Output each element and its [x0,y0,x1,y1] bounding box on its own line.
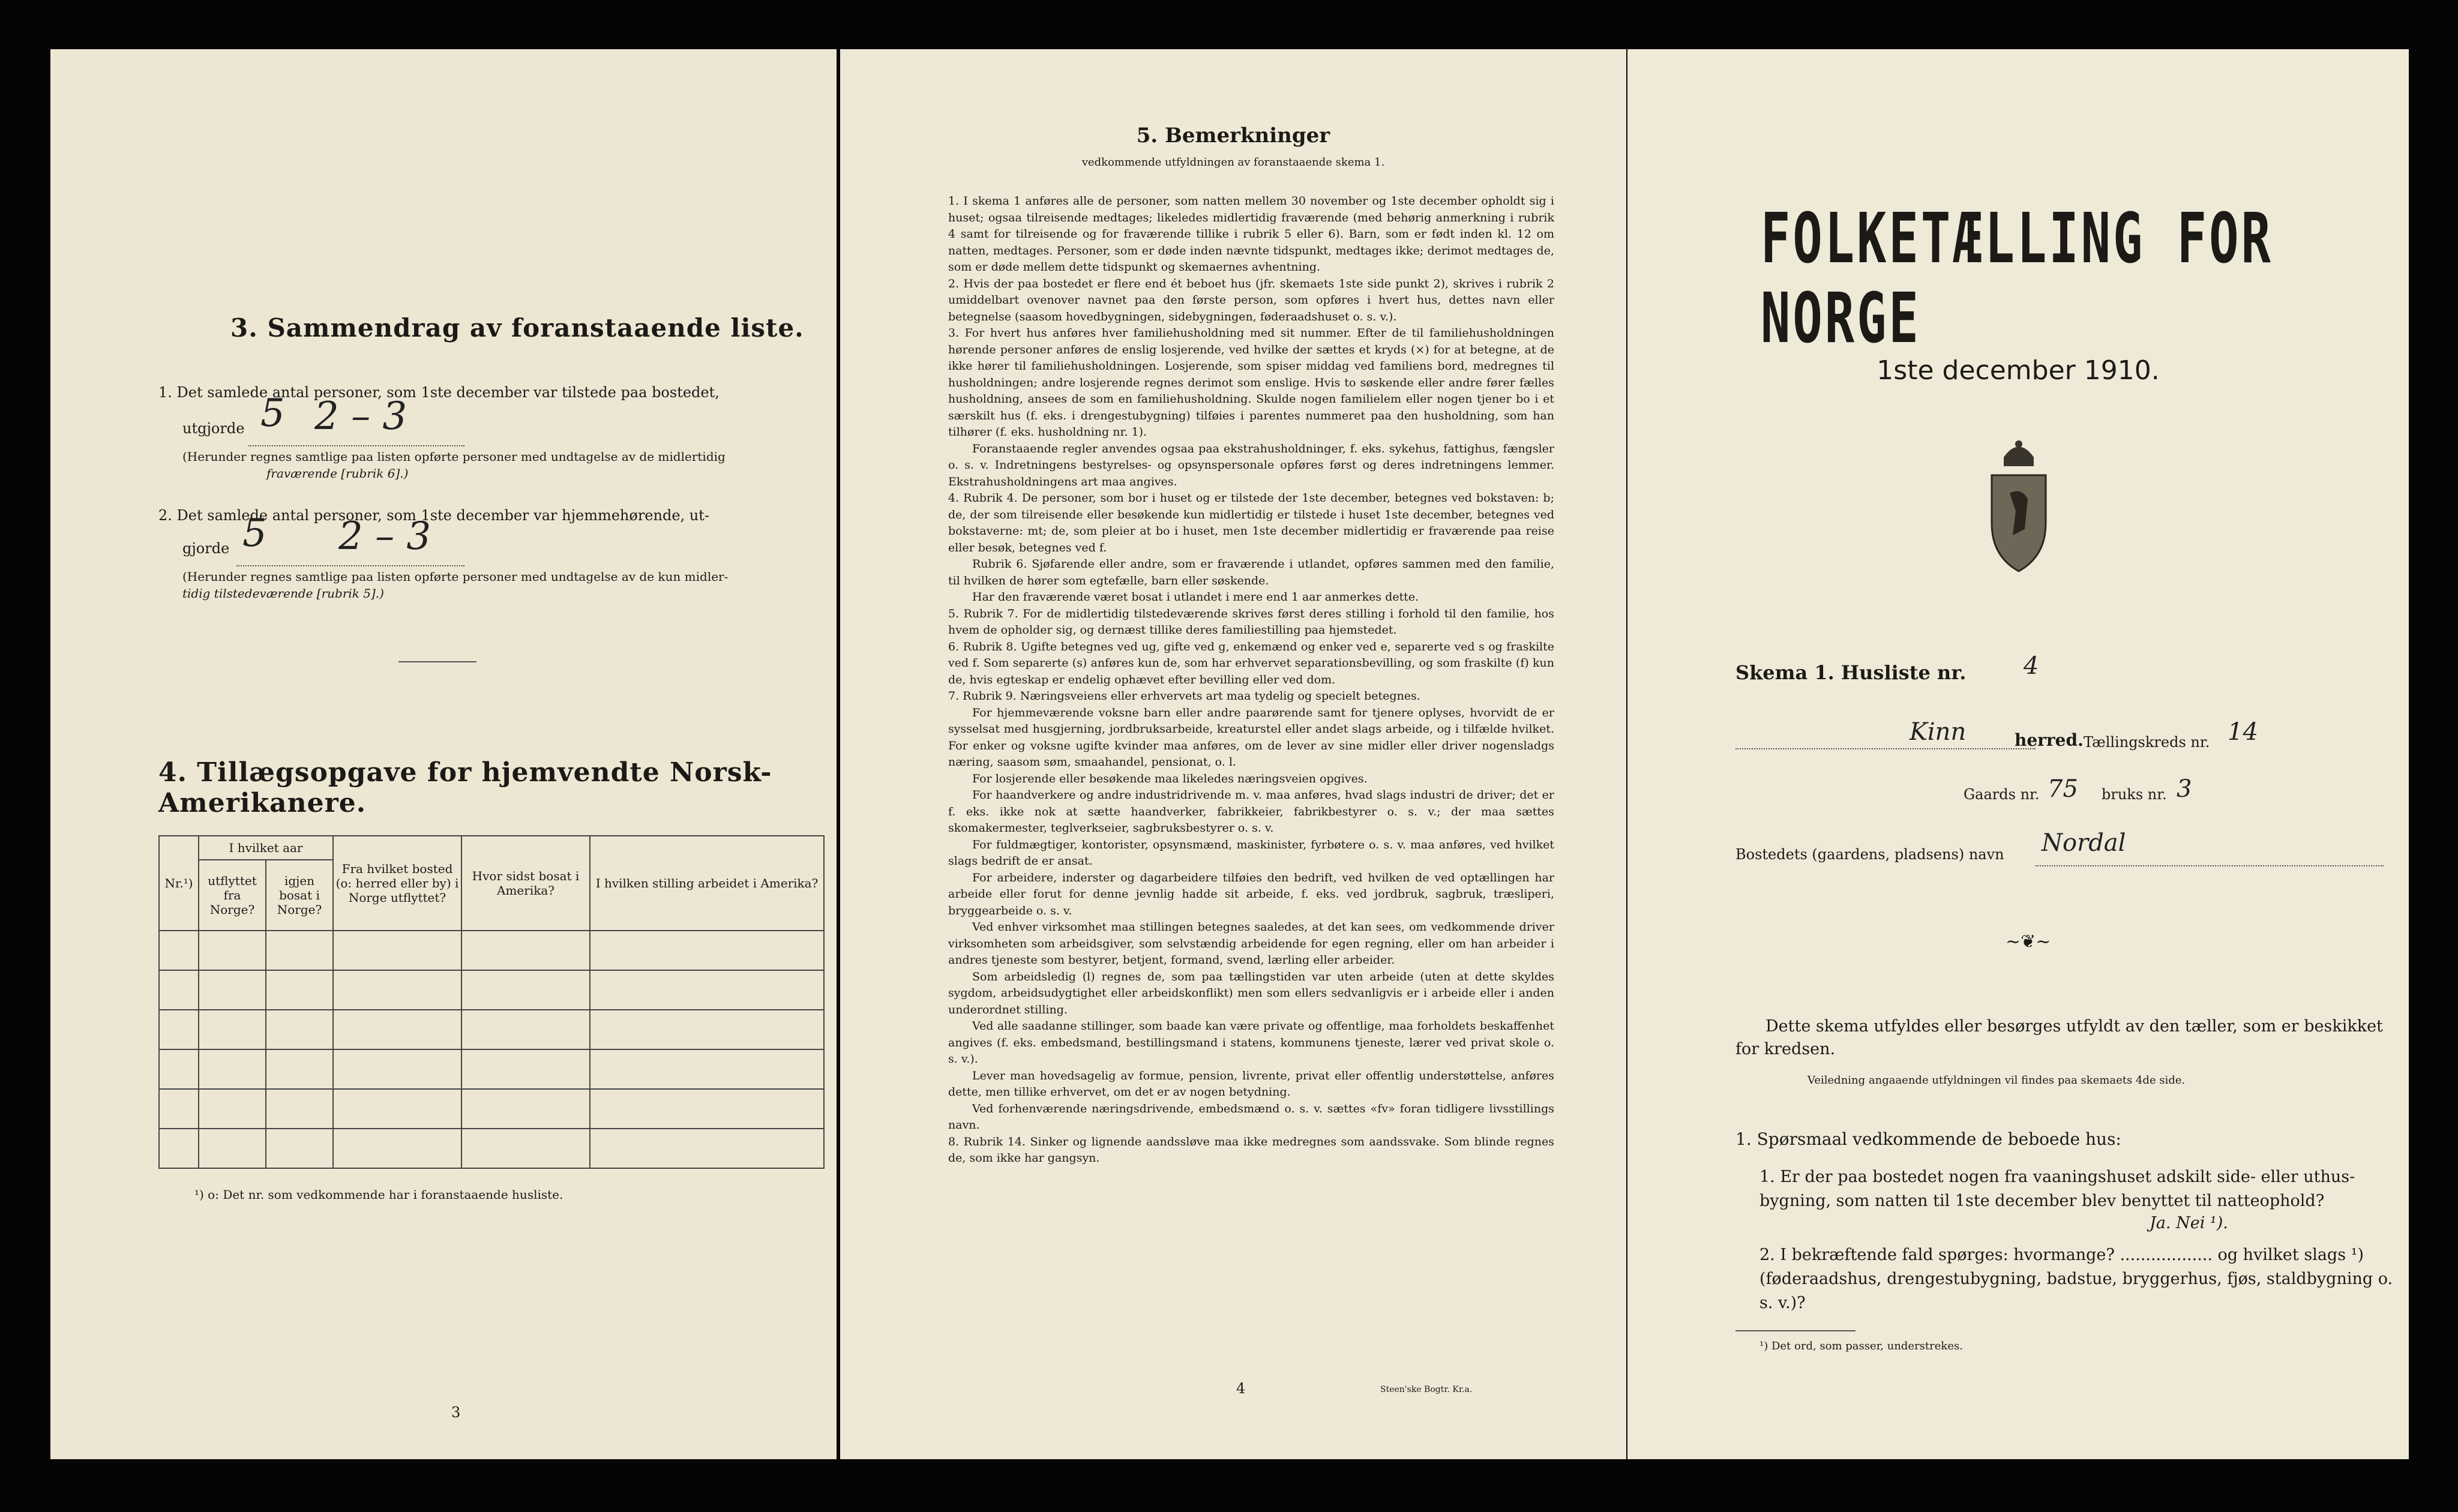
question-heading: 1. Spørsmaal vedkommende de beboede hus: [1735,1129,2121,1149]
table-row [159,931,824,970]
item1-value: 5 [260,391,285,436]
item2-gjorde-label: gjorde [182,540,230,557]
herred-label: herred. [2015,730,2084,750]
remarks-title: 5. Bemerkninger [1136,124,1330,148]
remark-paragraph: Ved forhenværende næringsdrivende, embedsmænd o. s. v. sættes «fv» foran tidligere livsstillings navn. [948,1102,1554,1132]
middle-page [840,49,1626,1459]
remark-paragraph: 8. Rubrik 14. Sinker og lignende aandssløve maa ikke medregnes som aandssvake. Som blinde regnes de, som ikke har gangsyn. [948,1135,1554,1165]
item2-text: 2. Det samlede antal personer, som 1ste december var hjemmehørende, ut- [158,507,709,524]
remark-paragraph: For haandverkere og andre industridrivende m. v. maa anføres, hvad slags industri de driver; det er f. eks. ikke nok at sætte haandverker, fabrikkeier, fabrikbestyrer o. s. v.; der maa sættes skomakermester, teglverkseier, sagbruksbestyrer o. s. v. [948,788,1554,835]
table-row [159,970,824,1010]
remark-paragraph: For arbeidere, inderster og dagarbeidere tilføies den bedrift, ved hvilken de ved optællingen har arbeide eller forut for denne jevnlig hadde sit arbeide, f. eks. ved jordbruk, sagbruk, træsliperi, bryggearbeide o. s. v. [948,871,1554,917]
printer-mark: Steen'ske Bogtr. Kr.a. [1380,1385,1473,1394]
table-row [159,1010,824,1049]
remark-paragraph: Foranstaaende regler anvendes ogsaa paa ekstrahusholdninger, f. eks. sykehus, fattighus, fængsler o. s. v. Indretningens bestyrelses- og opsynspersonale opføres først og deres indretningens lemmer. Ekstrahusholdningens art maa angives. [948,442,1554,488]
bosted-label: Bostedets (gaardens, pladsens) navn [1735,846,2004,863]
col-fra-hvilket: Fra hvilket bosted (o: herred eller by) i Norge utflyttet? [333,836,461,931]
section4-title: 4. Tillægsopgave for hjemvendte Norsk-Amerikanere. [158,757,772,818]
remark-paragraph: Rubrik 6. Sjøfarende eller andre, som er fraværende i utlandet, opføres sammen med den familie, til hvilken de hører som egtefælle, barn eller søskende. [948,557,1554,587]
question-1: 1. Er der paa bostedet nogen fra vaaningshuset adskilt side- eller uthus-bygning, som natten til 1ste december blev benyttet til natteophold? [1759,1168,2355,1210]
left-page [50,49,837,1459]
kreds-value: 14 [2228,718,2258,746]
remark-paragraph: For fuldmægtiger, kontorister, opsynsmænd, maskinister, fyrbøtere o. s. v. maa anføres, ved hvilket slags bedrift de er ansat. [948,838,1554,868]
footnote: ¹) Det ord, som passer, understrekes. [1759,1340,1963,1352]
gaards-label: Gaards nr. [1964,786,2040,803]
remark-paragraph: Har den fraværende været bosat i utlandet i mere end 1 aar anmerkes dette. [972,590,1419,604]
table-row [159,1129,824,1168]
col-hvor-sidst: Hvor sidst bosat i Amerika? [461,836,590,931]
remark-paragraph: For losjerende eller besøkende maa likeledes næringsveien opgives. [972,772,1368,785]
item2-value: 5 [242,511,267,556]
question-2: 2. I bekræftende fald spørges: hvormange? .................. og hvilket slags ¹) (føderaadshus, drengestubygning, badstue, bryggerhus, fjøs, staldbygning o. s. v.)? [1759,1246,2393,1312]
remarks-body [948,193,1554,1167]
footnote: ¹) o: Det nr. som vedkommende har i foranstaaende husliste. [194,1187,563,1202]
bruks-value: 3 [2177,775,2192,803]
table-row [159,1089,824,1129]
col-group: I hvilket aar [199,836,333,860]
col-stilling: I hvilken stilling arbeidet i Amerika? [590,836,824,931]
item2-note2: tidig tilstedeværende [rubrik 5].) [182,586,384,601]
remark-paragraph: 1. I skema 1 anføres alle de personer, som natten mellem 30 november og 1ste december opholdt sig i huset; ogsaa tilreisende medtages; likeledes midlertidig fraværende (med behørig anmerkning i rubrik 4 samt for tilreisende og for fraværende tillike i rubrik 5 eller 6). Barn, som er født inden kl. 12 om natten, medtages. Personer, som er døde inden nævnte tidspunkt, medtages ikke; derimot medtages de, som er døde mellem dette tidspunkt og skemaernes avhentning. [948,194,1554,274]
remark-paragraph: Ved alle saadanne stillinger, som baade kan være private og offentlige, maa forholdets beskaffenhet angives (f. eks. embedsmand, bestillingsmand i statens, kommunens tjeneste, lærer ved privat skole o. s. v.). [948,1019,1554,1066]
remark-paragraph: 4. Rubrik 4. De personer, som bor i huset og er tilstede der 1ste december, betegnes ved bokstaven: b; de, der som tilreisende eller besøkende kun midlertidig er tilstede i huset 1ste december, betegnes ved bokstaverne: mt; de, som pleier at bo i huset, men 1ste december midlertidig er fraværende paa reise eller besøk, betegnes ved f. [948,491,1554,554]
item1-note2: fraværende [rubrik 6].) [266,466,409,481]
right-page [1627,49,2409,1459]
remark-paragraph: 3. For hvert hus anføres hver familiehusholdning med sit nummer. Efter de til familiehusholdningen hørende personer anføres de enslig losjerende, ved hvilke der sættes et kryds (×) for at betegne, at de ikke hører til familiehusholdningen. Losjerende, som spiser middag ved familiens bord, medregnes til husholdningen; andre losjerende regnes derimot som enslige. Hvis to søskende eller andre fører fælles husholdning, ansees de som en familiehusholdning. Skulde nogen familielem eller nogen tjener bo i et særskilt hus (f. eks. i drengestubygning) tilføies i parentes nummeret paa den husholdning, som han tilhører (f. eks. husholdning nr. 1). [948,326,1554,439]
remark-paragraph: Ved enhver virksomhet maa stillingen betegnes saaledes, at det kan sees, om vedkommende driver virksomheten som arbeidsgiver, som selvstændig arbeidende for egen regning, eller om han arbeider i andres tjeneste som bestyrer, betjent, formand, svend, lærling eller arbeider. [948,920,1554,967]
remark-paragraph: Lever man hovedsagelig av formue, pension, livrente, privat eller offentlig understøttelse, anføres dette, men tillike erhvervet, om det er av nogen betydning. [948,1069,1554,1099]
husliste-nr: 4 [2024,652,2039,680]
bosted-value: Nordal [2042,829,2126,857]
question-1-answer: Ja. Nei ¹). [2150,1214,2228,1232]
col-utflyttet: utflyttet fra Norge? [199,860,266,931]
main-title: FOLKETÆLLING FOR NORGE [1761,199,2273,359]
col-nr: Nr.¹) [159,836,199,931]
coat-of-arms-icon [1986,433,2052,577]
remark-paragraph: Som arbeidsledig (l) regnes de, som paa tællingstiden var uten arbeide (uten at dette skyldes sygdom, arbeidsudygtighet eller arbeidskonflikt) men som ellers sedvanligvis er i arbeide eller i anden underordnet stilling. [948,970,1554,1016]
remark-paragraph: 7. Rubrik 9. Næringsveiens eller erhvervets art maa tydelig og specielt betegnes. [948,689,1420,703]
item2-value2: 2 – 3 [338,514,431,559]
bruks-label: bruks nr. [2102,786,2167,803]
remark-paragraph: For hjemmeværende voksne barn eller andre paarørende samt for tjenere oplyses, hvorvidt de er sysselsat med husgjerning, jordbruksarbeide, kreaturstel eller andet slags arbeide, og i tilfælde hvilket. For enker og voksne ugifte kvinder maa anføres, om de lever av sine midler eller driver nogensladgs næring, saasom søm, smaahandel, pensionat, o. l. [948,706,1554,769]
gaards-value: 75 [2048,775,2078,803]
table-row [159,1049,824,1089]
page-number: 4 [1236,1380,1246,1397]
herred-value: Kinn [1910,718,1967,746]
col-igjen: igjen bosat i Norge? [266,860,333,931]
remark-paragraph: 5. Rubrik 7. For de midlertidig tilstedeværende skrives først deres stilling i forhold til den familie, hos hvem de opholder sig, og dernæst tillike deres familiestilling paa hjemstedet. [948,607,1554,637]
remarks-subtitle: vedkommende utfyldningen av foranstaaende skema 1. [1081,156,1385,169]
schema-line: Skema 1. Husliste nr. [1735,661,1967,684]
item1-text: 1. Det samlede antal personer, som 1ste december var tilstede paa bostedet, [158,384,720,401]
norsk-amerikanere-table [158,835,825,1169]
intro-text: Dette skema utfyldes eller besørges utfyldt av den tæller, som er beskikket for kredsen. [1735,1017,2383,1058]
remark-paragraph: 6. Rubrik 8. Ugifte betegnes ved ug, gifte ved g, enkemænd og enker ved e, separerte ved s og fraskilte ved f. Som separerte (s) anføres kun de, som har erhvervet separationsbevilling, og som fraskilte (f) kun de, hvis egteskap er endelig ophævet efter bevilling eller ved dom. [948,640,1554,686]
kreds-label: Tællingskreds nr. [2084,734,2210,751]
item1-note1: (Herunder regnes samtlige paa listen opførte personer med undtagelse av de midlertidig [182,449,726,464]
divider [398,661,476,662]
intro-guidance: Veiledning angaaende utfyldningen vil findes paa skemaets 4de side. [1807,1074,2186,1087]
item1-utgjorde-label: utgjorde [182,420,245,437]
census-date: 1ste december 1910. [1877,355,2160,386]
item2-note1: (Herunder regnes samtlige paa listen opførte personer med undtagelse av de kun midler- [182,569,729,584]
page-number: 3 [451,1404,461,1421]
item1-value2: 2 – 3 [314,394,407,439]
section3-title: 3. Sammendrag av foranstaaende liste. [230,313,804,343]
remark-paragraph: 2. Hvis der paa bostedet er flere end ét beboet hus (jfr. skemaets 1ste side punkt 2), skrives i rubrik 2 umiddelbart ovenover navnet paa den første person, som opføres i hvert hus, dettes navn eller betegnelse (saasom hovedbygningen, sidebygningen, føderaadshuset o. s. v.). [948,277,1554,323]
ornament-icon: ~❦~ [2006,931,2051,952]
